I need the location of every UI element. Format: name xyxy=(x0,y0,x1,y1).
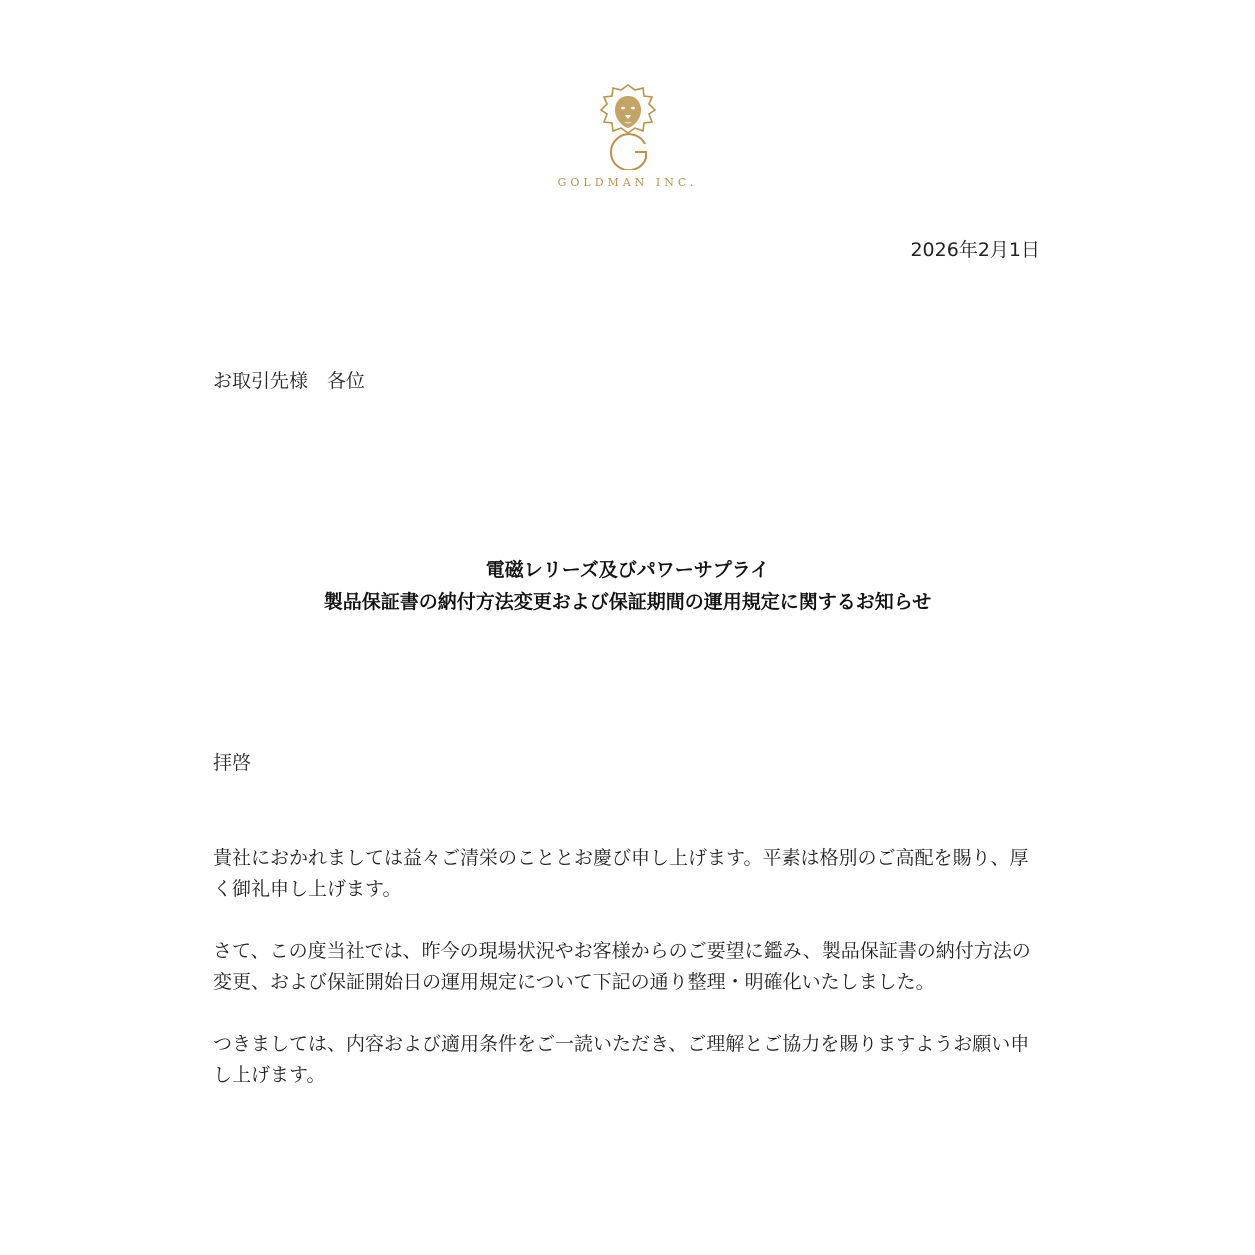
company-name: GOLDMAN INC. xyxy=(557,176,698,189)
opening-greeting: 拝啓 xyxy=(213,752,252,774)
body-paragraph: 貴社におかれましては益々ご清栄のこととお慶び申し上げます。平素は格別のご高配を賜り、厚く御礼申し上げます。 xyxy=(213,847,1029,900)
notice-title-line-1: 電磁レリーズ及びパワーサプライ xyxy=(485,559,770,581)
body-paragraph: さて、この度当社では、昨今の現場状況やお客様からのご要望に鑑み、製品保証書の納付方法の変更、および保証開始日の運用規定について下記の通り整理・明確化いたしました。 xyxy=(213,940,1031,993)
notice-title xyxy=(0,554,1255,618)
recipient-line: お取引先様 各位 xyxy=(213,370,366,392)
notice-title-line-2: 製品保証書の納付方法変更および保証期間の運用規定に関するお知らせ xyxy=(323,591,932,613)
body-paragraph: つきましては、内容および適用条件をご一読いただき、ご理解とご協力を賜りますようお願い申し上げます。 xyxy=(213,1033,1030,1086)
lion-head-g-monogram-icon xyxy=(593,82,663,170)
letter-date: 2026年2月1日 xyxy=(910,239,1040,261)
letter-body xyxy=(213,843,1033,1091)
company-logo xyxy=(540,82,715,192)
